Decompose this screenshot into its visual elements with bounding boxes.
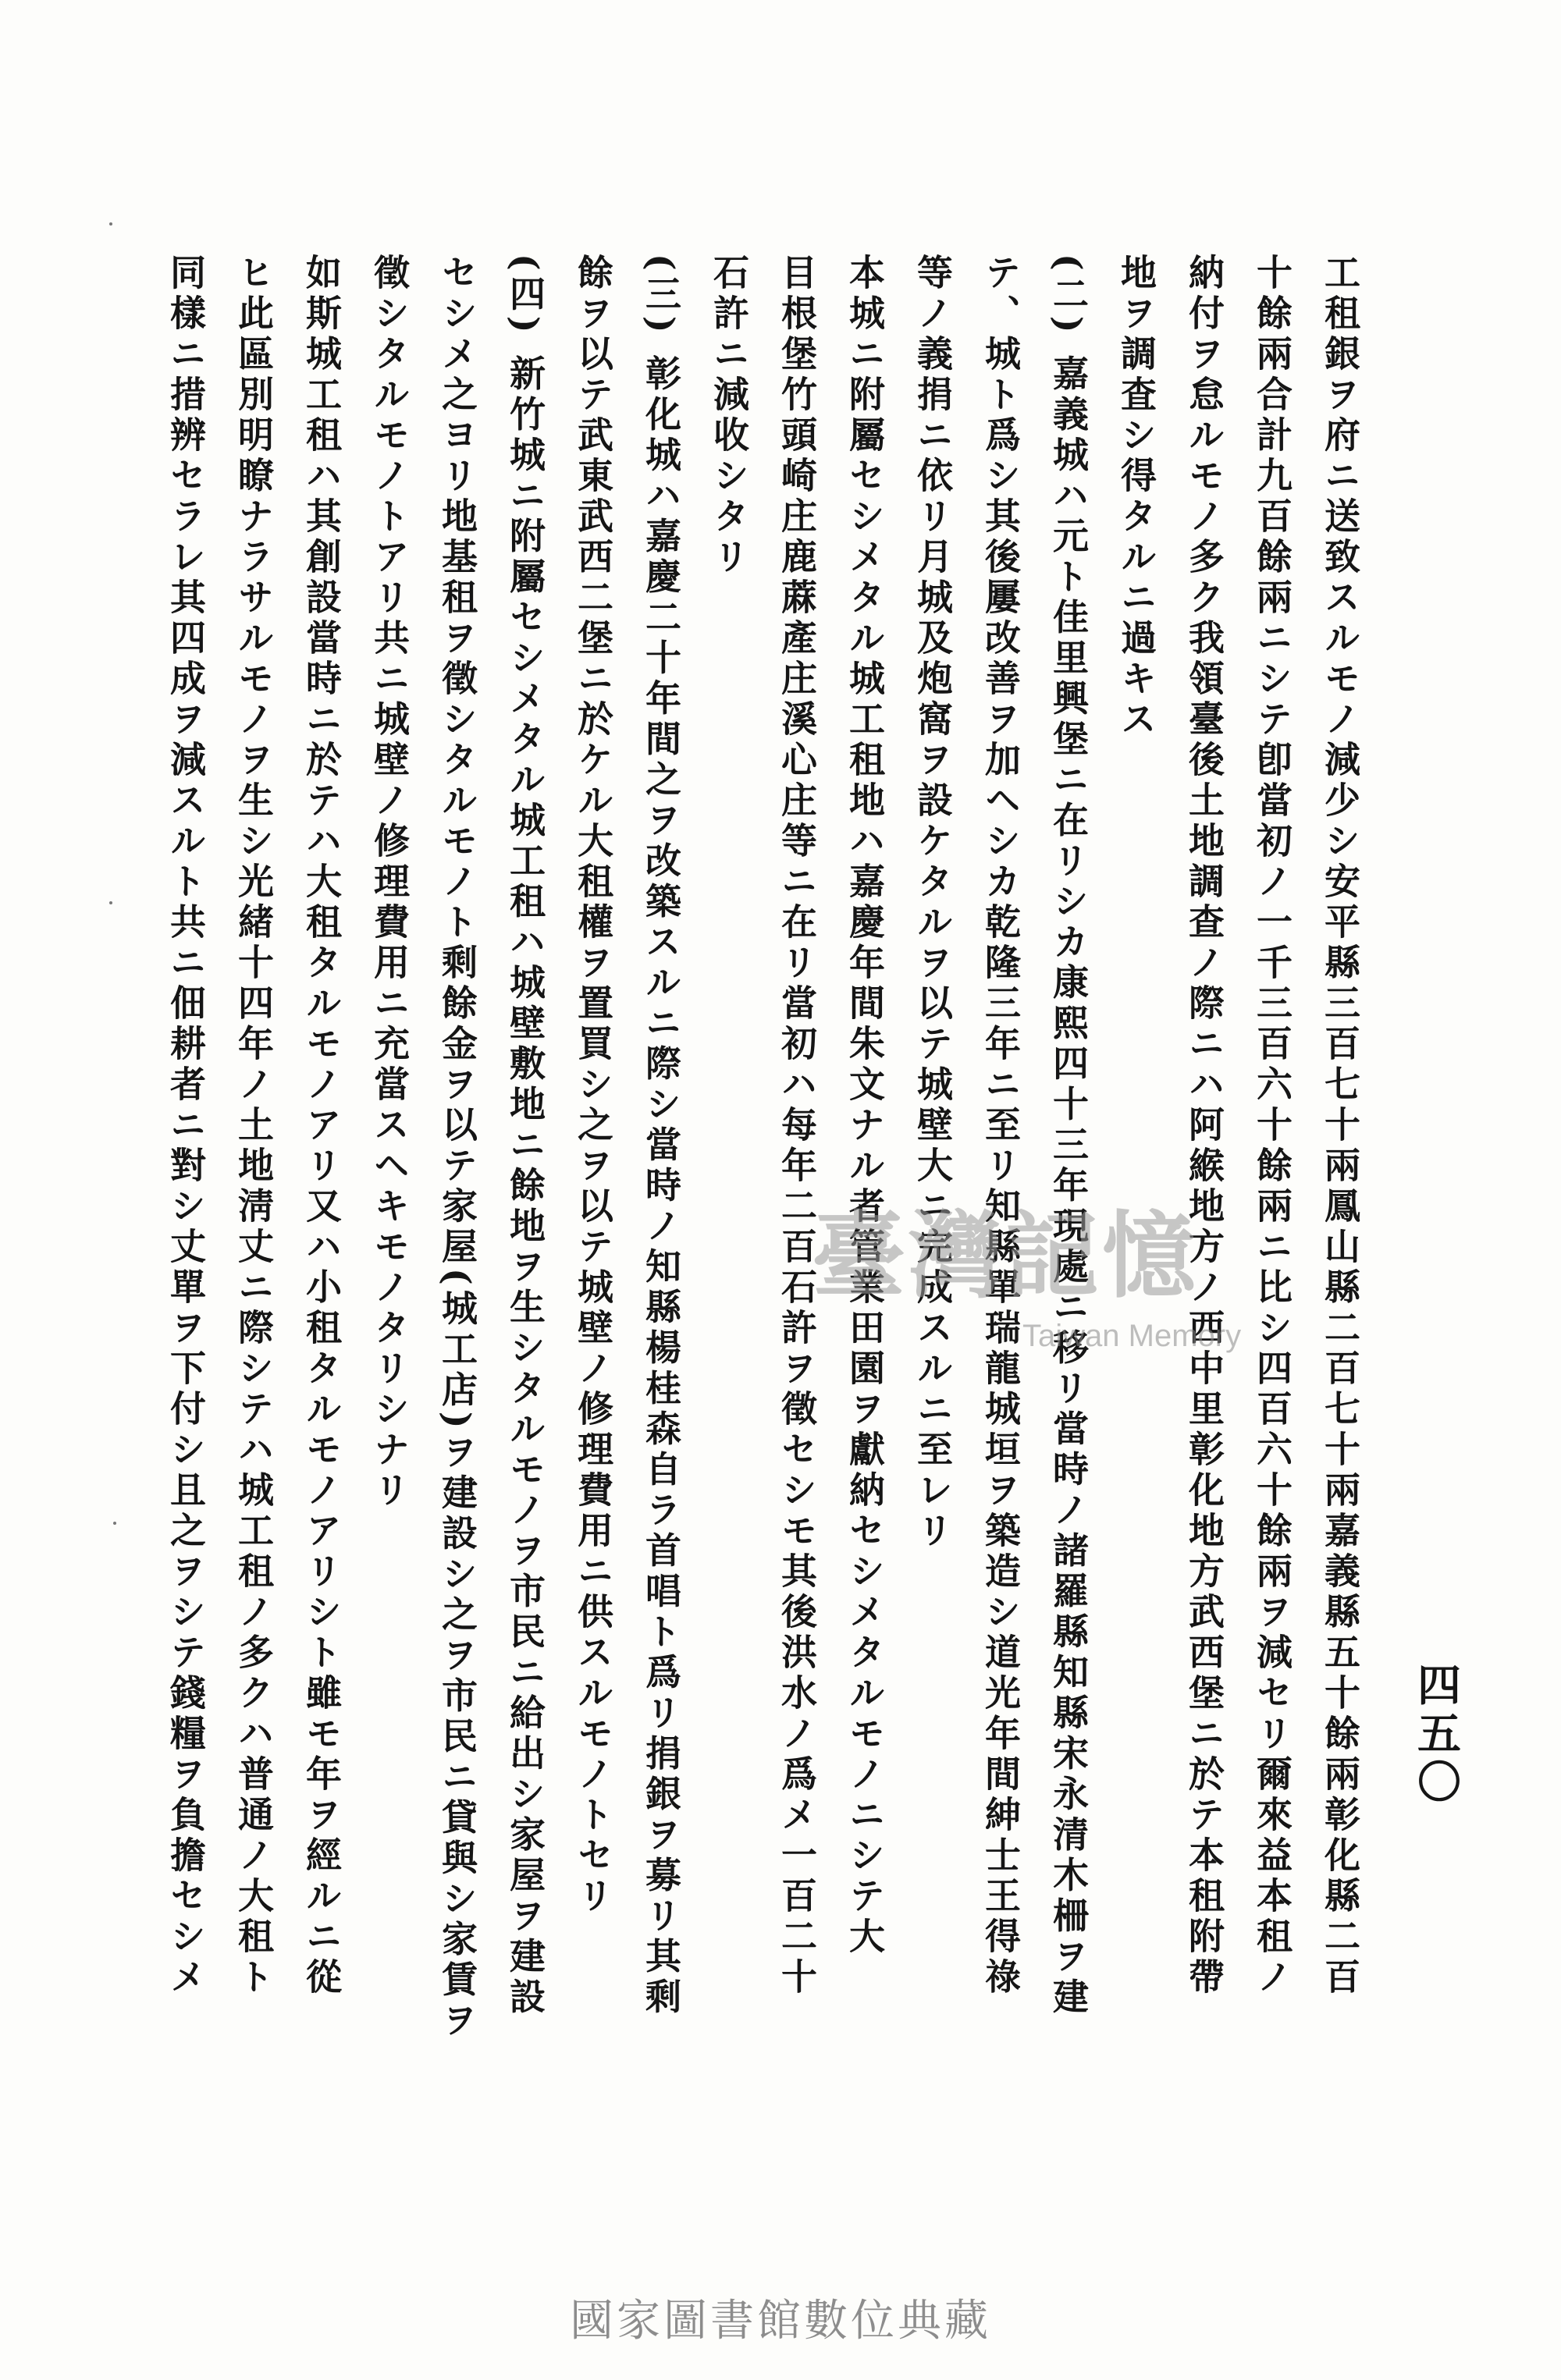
text-column: (二) 嘉義城ハ元ト佳里興堡ニ在リシカ康熙四十三年現處ニ移リ當時ノ諸羅縣知縣宋永清木柵ヲ建 (1047, 254, 1090, 2019)
text-column: テ、城ト爲シ其後屢改善ヲ加ヘシカ乾隆三年ニ至リ知縣單瑞龍城垣ヲ築造シ道光年間紳士王得祿 (980, 254, 1022, 1998)
watermark-cjk-text: 臺灣記憶 (812, 1201, 1199, 1311)
text-column: 本城ニ附屬セシメタル城工租地ハ嘉慶年間朱文ナル者管業田園ヲ獻納セシメタルモノニシテ大 (844, 254, 886, 1958)
scan-speck (113, 1522, 116, 1525)
text-column: (三) 彰化城ハ嘉慶二十年間之ヲ改築スルニ際シ當時ノ知縣楊桂森自ラ首唱ト爲リ捐銀ヲ募リ其剩 (640, 254, 682, 2019)
text-column: ヒ此區別明瞭ナラサルモノヲ生シ光緒十四年ノ土地淸丈ニ際シテハ城工租ノ多クハ普通ノ大租ト (233, 254, 275, 1998)
watermark-en-text: Taiwan Memory (1022, 1319, 1242, 1353)
text-column: (四) 新竹城ニ附屬セシメタル城工租ハ城壁敷地ニ餘地ヲ生シタルモノヲ市民ニ給出シ家屋ヲ建設 (504, 254, 546, 2019)
text-column: 徵シタルモノトアリ共ニ城壁ノ修理費用ニ充當スヘキモノタリシナリ (368, 254, 411, 1511)
text-column: 十餘兩合計九百餘兩ニシテ卽當初ノ一千三百六十餘兩ニ比シ四百六十餘兩ヲ減セリ爾來益本租ノ (1251, 254, 1293, 1998)
text-column: 餘ヲ以テ武東武西二堡ニ於ケル大租權ヲ置買シ之ヲ以テ城壁ノ修理費用ニ供スルモノトセリ (572, 254, 614, 1917)
text-column: 目根堡竹頭崎庄鹿蔴產庄溪心庄等ニ在リ當初ハ每年二百石許ヲ徵セシモ其後洪水ノ爲メ一百二十 (776, 254, 818, 1998)
text-column: 納付ヲ怠ルモノ多ク我領臺後土地調查ノ際ニハ阿緱地方ノ西中里彰化地方武西堡ニ於テ本租附帶 (1183, 254, 1225, 1998)
text-column: 如斯城工租ハ其創設當時ニ於テハ大租タルモノアリ又ハ小租タルモノアリシト雖モ年ヲ經ルニ從 (300, 254, 343, 1998)
vertical-text-body (156, 254, 1374, 2189)
text-column: 工租銀ヲ府ニ送致スルモノ減少シ安平縣三百七十兩鳳山縣二百七十兩嘉義縣五十餘兩彰化縣二百 (1319, 254, 1361, 1998)
text-column: 石許ニ減收シタリ (708, 254, 750, 578)
text-column: 等ノ義捐ニ依リ月城及炮窩ヲ設ケタルヲ以テ城壁大ニ完成スルニ至レリ (912, 254, 954, 1552)
scan-speck (109, 901, 112, 904)
text-column: 地ヲ調査シ得タルニ過キス (1115, 254, 1157, 741)
page-number: 四五〇 (1410, 1662, 1462, 1807)
text-column: セシメ之ヨリ地基租ヲ徵シタルモノト剩餘金ヲ以テ家屋(城工店)ヲ建設シ之ヲ市民ニ貸與シ家賃ヲ (436, 254, 478, 2042)
text-column: 同樣ニ措辨セラレ其四成ヲ減スルト共ニ佃耕者ニ對シ丈單ヲ下付シ且之ヲシテ錢糧ヲ負擔セシメ (165, 254, 207, 1998)
library-footer: 國家圖書館數位典藏 (570, 2296, 991, 2346)
scan-speck (109, 222, 112, 226)
